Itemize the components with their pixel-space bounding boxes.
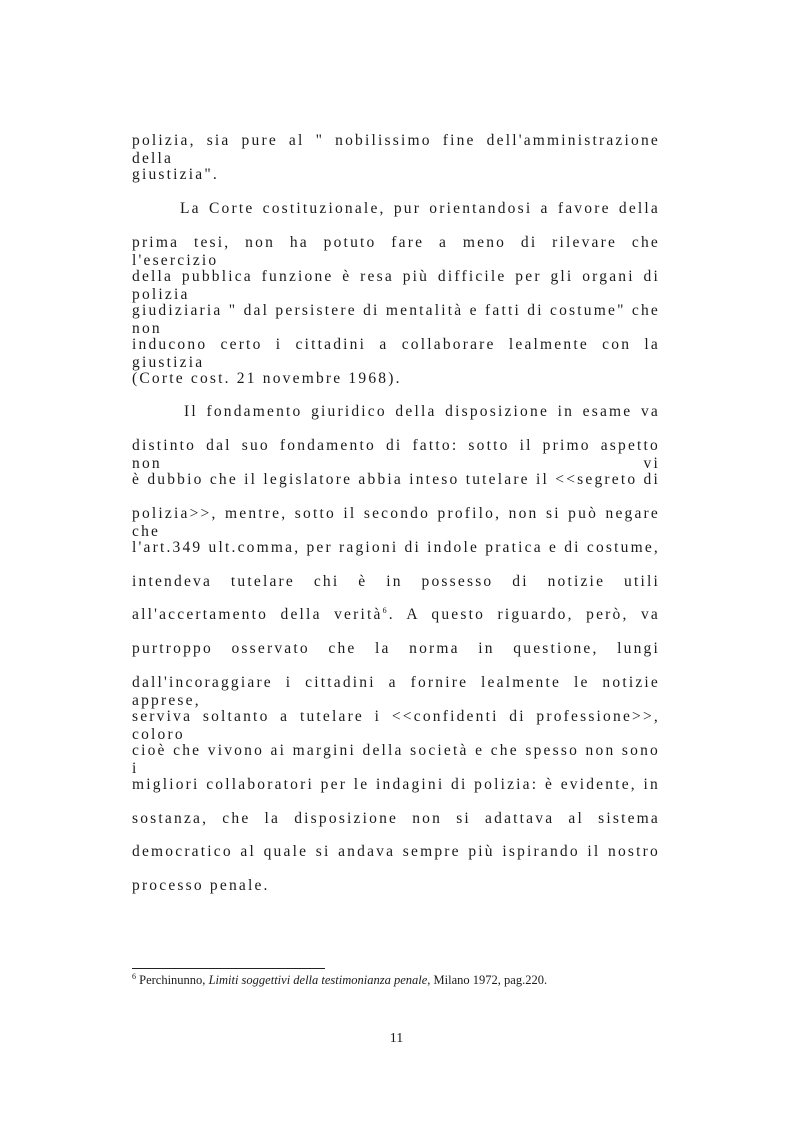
footnote <box>132 973 547 988</box>
footnote-separator <box>132 968 325 969</box>
text-span: all'accertamento della verità <box>132 606 383 623</box>
text-line: polizia>>, mentre, sotto il secondo profilo, non si può negare che <box>132 505 660 540</box>
text-line: (Corte cost. 21 novembre 1968). <box>132 370 402 387</box>
text-line: giudiziaria " dal persistere di mentalità e fatti di costume" che non <box>132 302 660 337</box>
text-span: . A questo riguardo, però, va <box>388 606 660 623</box>
text-line: polizia, sia pure al " nobilissimo fine dell'amministrazione della <box>132 132 660 167</box>
text-line: intendeva tutelare chi è in possesso di notizie utili <box>132 573 660 590</box>
footnote-details: , Milano 1972, pag.220. <box>427 973 548 987</box>
text-line: è dubbio che il legislatore abbia inteso tutelare il <<segreto di <box>132 471 660 488</box>
text-line-with-footnote <box>132 606 660 624</box>
text-line: distinto dal suo fondamento di fatto: sotto il primo aspetto non vi <box>132 437 660 472</box>
text-line: prima tesi, non ha potuto fare a meno di rilevare che l'esercizio <box>132 234 660 269</box>
text-line: serviva soltanto a tutelare i <<confidenti di professione>>, coloro <box>132 708 660 743</box>
text-line: inducono certo i cittadini a collaborare lealmente con la giustizia <box>132 336 660 371</box>
text-line: processo penale. <box>132 877 270 894</box>
footnote-author: Perchinunno, <box>139 973 209 987</box>
text-line: l'art.349 ult.comma, per ragioni di indole pratica e di costume, <box>132 539 660 556</box>
page-number: 11 <box>389 1031 404 1046</box>
text-line: democratico al quale si andava sempre più ispirando il nostro <box>132 843 660 860</box>
text-line: della pubblica funzione è resa più difficile per gli organi di polizia <box>132 268 660 303</box>
footnote-number: 6 <box>132 971 136 981</box>
footnote-ref: 6 <box>382 605 389 615</box>
footnote-title: Limiti soggettivi della testimonianza penale <box>208 973 428 987</box>
text-line: sostanza, che la disposizione non si adattava al sistema <box>132 810 660 827</box>
text-line: migliori collaboratori per le indagini di polizia: è evidente, in <box>132 776 660 793</box>
text-line: purtroppo osservato che la norma in questione, lungi <box>132 640 660 657</box>
text-line: giustizia". <box>132 166 219 183</box>
text-line: cioè che vivono ai margini della società e che spesso non sono i <box>132 742 660 777</box>
text-line: La Corte costituzionale, pur orientandosi a favore della <box>180 200 660 217</box>
text-line: Il fondamento giuridico della disposizione in esame va <box>184 403 660 420</box>
text-line: dall'incoraggiare i cittadini a fornire lealmente le notizie apprese, <box>132 674 660 709</box>
